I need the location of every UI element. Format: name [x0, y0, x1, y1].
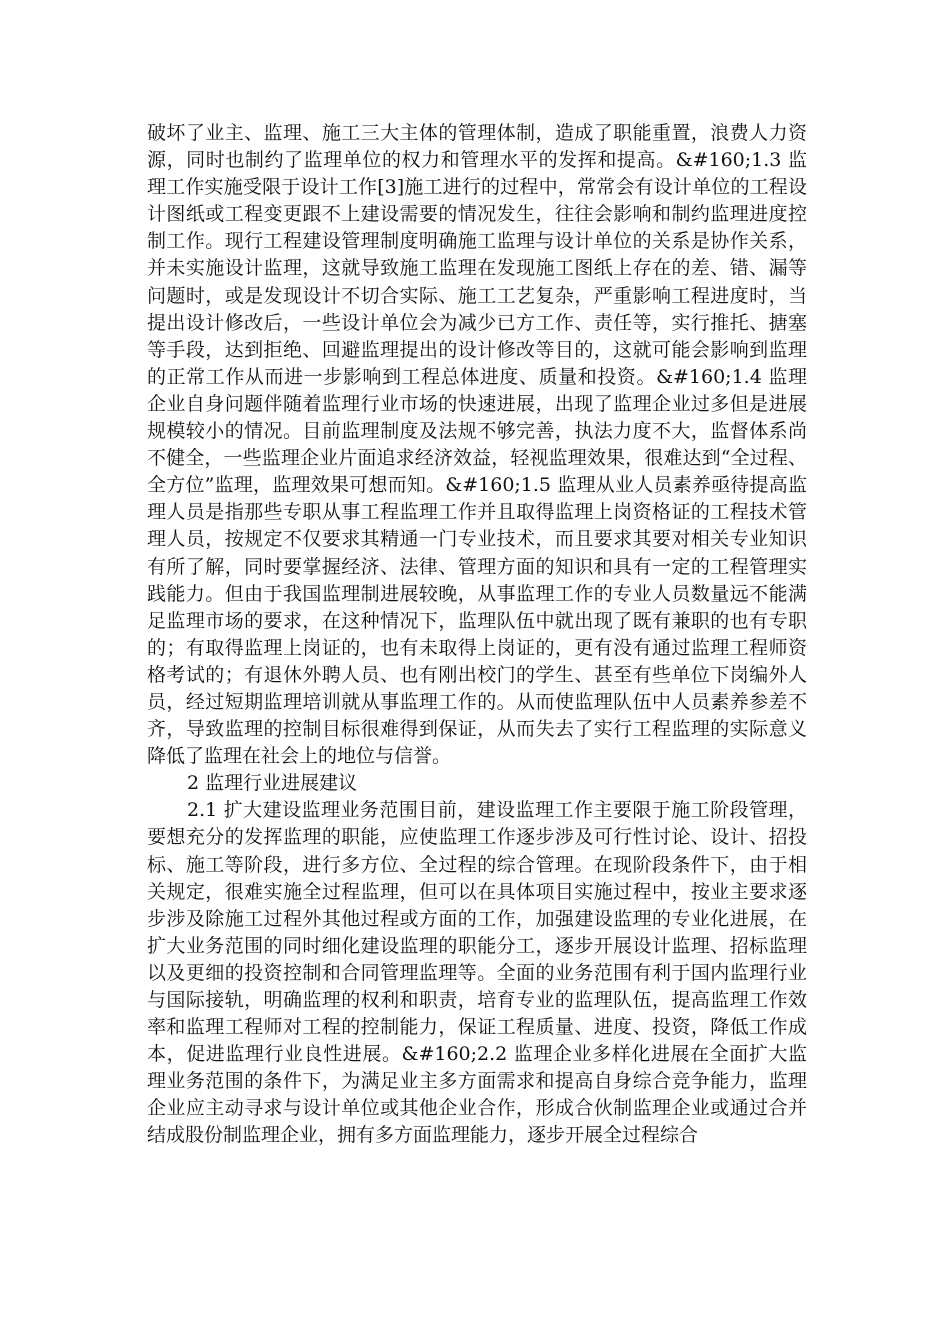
paragraph-body-1: 破坏了业主、监理、施工三大主体的管理体制，造成了职能重置，浪费人力资源，同时也制约了监理单位的权力和管理水平的发挥和提高。&#160;1.3 监理工作实施受限于设计工作[3]施工进行的过程中，常常会有设计单位的工程设计图纸或工程变更跟不上建设需要的情况发生，往往会影响和制约监理进度控制工作。现行工程建设管理制度明确施工监理与设计单位的关系是协作关系，并未实施设计监理，这就导致施工监理在发现施工图纸上存在的差、错、漏等问题时，或是发现设计不切合实际、施工工艺复杂，严重影响工程进度时，当提出设计修改后，一些设计单位会为减少已方工作、责任等，实行推托、搪塞等手段，达到拒绝、回避监理提出的设计修改等目的，这就可能会影响到监理的正常工作从而进一步影响到工程总体进度、质量和投资。&#160;1.4 监理企业自身问题伴随着监理行业市场的快速进展，出现了监理企业过多但是进展规模较小的情况。目前监理制度及法规不够完善，执法力度不大，监督体系尚不健全，一些监理企业片面追求经济效益，轻视监理效果，很难达到“全过程、全方位”监理，监理效果可想而知。&#160;1.5 监理从业人员素养亟待提高监理人员是指那些专职从事工程监理工作并且取得监理上岗资格证的工程技术管理人员，按规定不仅要求其精通一门专业技术，而且要求其要对相关专业知识有所了解，同时要掌握经济、法律、管理方面的知识和具有一定的工程管理实践能力。但由于我国监理制进展较晚，从事监理工作的专业人员数量远不能满足监理市场的要求，在这种情况下，监理队伍中就出现了既有兼职的也有专职的；有取得监理上岗证的，也有未取得上岗证的，更有没有通过监理工程师资格考试的；有退休外聘人员、也有刚出校门的学生、甚至有些单位下岗编外人员，经过短期监理培训就从事监理工作的。从而使监理队伍中人员素养参差不齐，导致监理的控制目标很难得到保证，从而失去了实行工程监理的实际意义降低了监理在社会上的地位与信誉。 [147, 122, 807, 768]
paragraph-body-2: 2.1 扩大建设监理业务范围目前，建设监理工作主要限于施工阶段管理，要想充分的发挥监理的职能，应使监理工作逐步涉及可行性讨论、设计、招投标、施工等阶段，进行多方位、全过程的综合管理。在现阶段条件下，由于相关规定，很难实施全过程监理，但可以在具体项目实施过程中，按业主要求逐步涉及除施工过程外其他过程或方面的工作，加强建设监理的专业化进展，在扩大业务范围的同时细化建设监理的职能分工，逐步开展设计监理、招标监理以及更细的投资控制和合同管理监理等。全面的业务范围有利于国内监理行业与国际接轨，明确监理的权利和职责，培育专业的监理队伍，提高监理工作效率和监理工程师对工程的控制能力，保证工程质量、进度、投资，降低工作成本，促进监理行业良性进展。&#160;2.2 监理企业多样化进展在全面扩大监理业务范围的条件下，为满足业主多方面需求和提高自身综合竞争能力，监理企业应主动寻求与设计单位或其他企业合作，形成合伙制监理企业或通过合并结成股份制监理企业，拥有多方面监理能力，逐步开展全过程综合 [147, 799, 807, 1147]
document-body [147, 120, 807, 1150]
section-heading-2: 2 监理行业进展建议 [187, 772, 358, 795]
